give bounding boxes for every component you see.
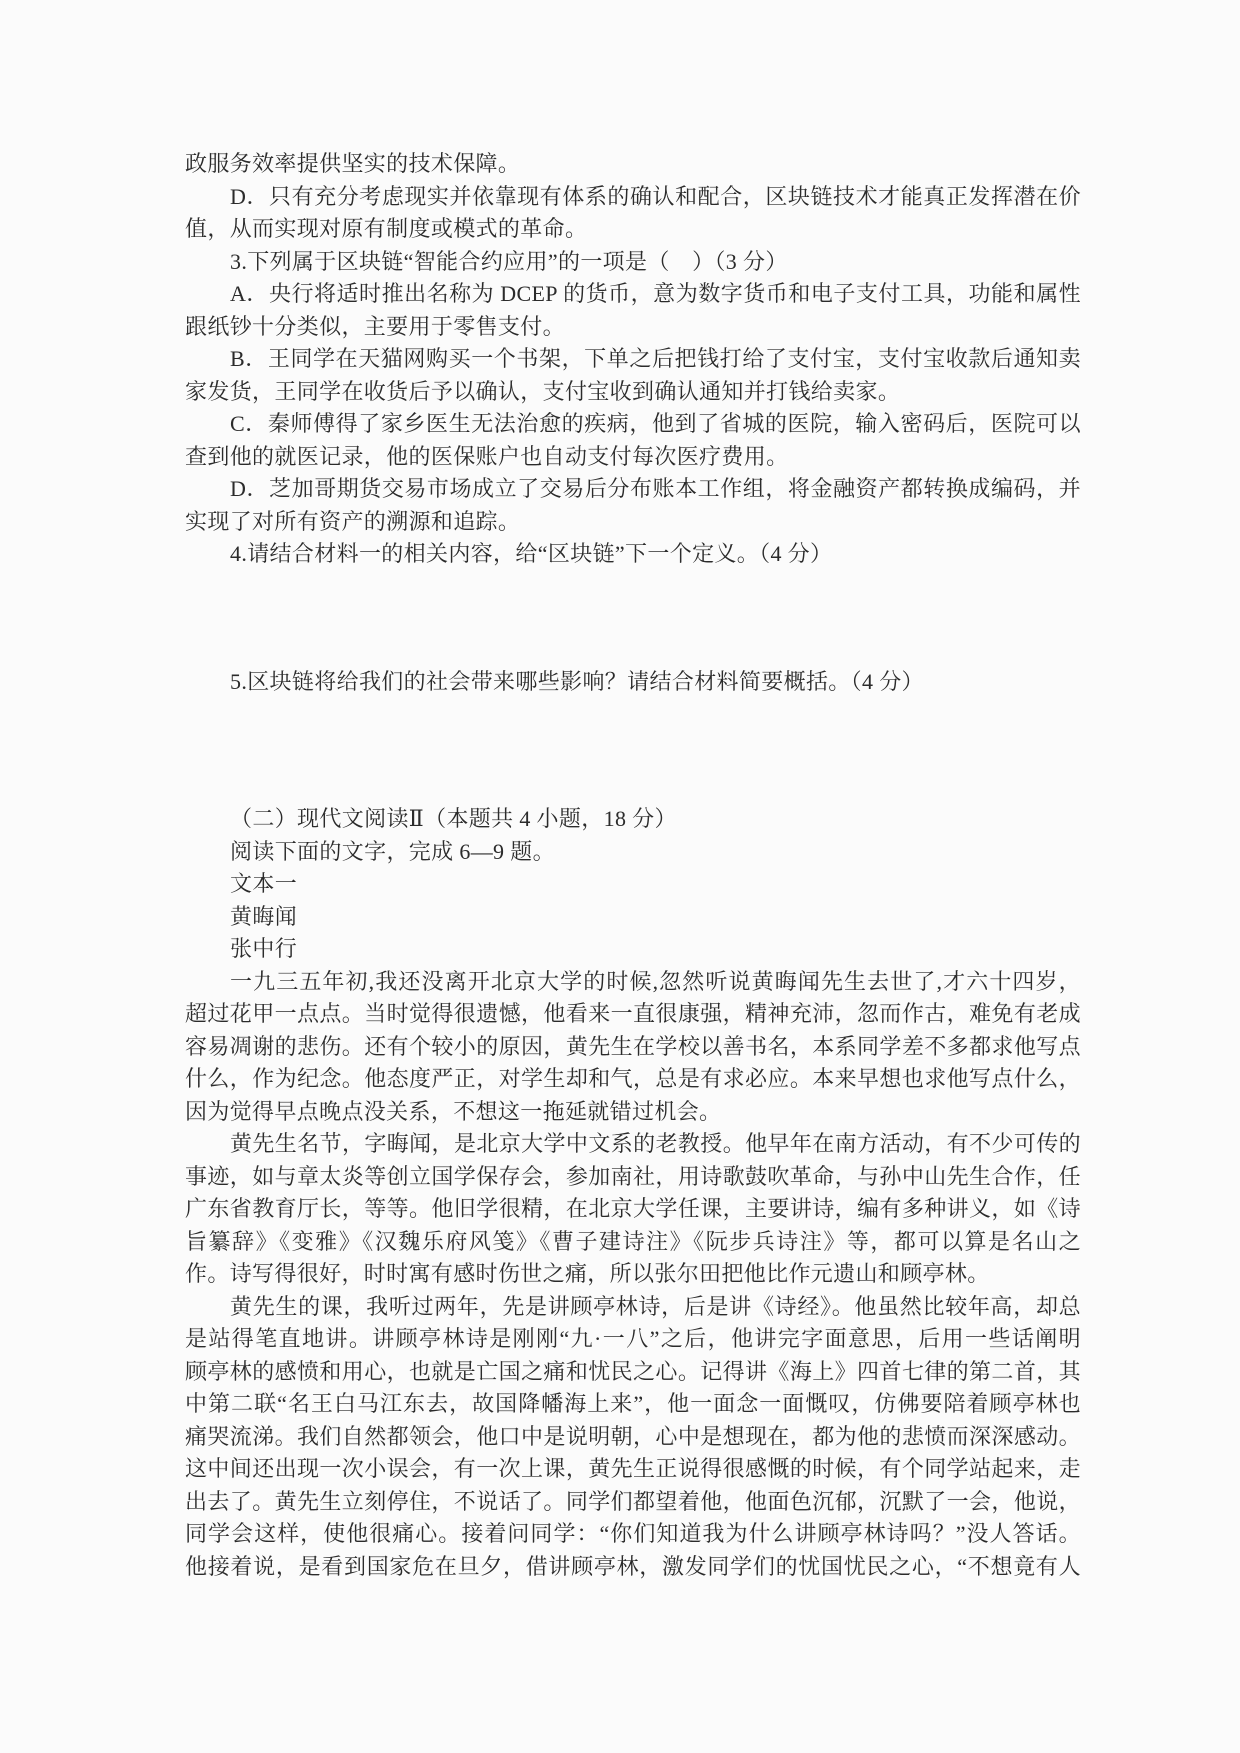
question-3-stem: 3.下列属于区块链“智能合约应用”的一项是（ ）（3 分） <box>230 248 788 274</box>
q3-option-B-line-1: B．王同学在天猫网购买一个书架，下单之后把钱打给了支付宝，支付宝收款后通知卖 <box>230 346 1081 371</box>
question-5: 5.区块链将给我们的社会带来哪些影响？请结合材料简要概括。（4 分） <box>230 668 924 694</box>
essay-para3-line-8: 同学会这样，使他很痛心。接着问同学：“你们知道我为什么讲顾亭林诗吗？”没人答话。 <box>185 1521 1081 1546</box>
essay-para3-line-6: 这中间还出现一次小误会，有一次上课，黄先生正说得很感慨的时候，有个同学站起来，走 <box>185 1456 1081 1481</box>
essay-para1-line-5: 因为觉得早点晚点没关系，不想这一拖延就错过机会。 <box>185 1098 722 1124</box>
reading-instruction: 阅读下面的文字，完成 6—9 题。 <box>230 838 555 864</box>
essay-para1-line-4: 什么，作为纪念。他态度严正，对学生却和气，总是有求必应。本来早想也求他写点什么， <box>185 1066 1081 1091</box>
q3-option-A-line-2: 跟纸钞十分类似，主要用于零售支付。 <box>185 313 565 339</box>
q3-option-D-line-2: 实现了对所有资产的溯源和追踪。 <box>185 508 521 534</box>
essay-para1-line-1: 一九三五年初,我还没离开北京大学的时候,忽然听说黄晦闻先生去世了,才六十四岁， <box>230 968 1081 994</box>
q3-option-B-line-2: 家发货，王同学在收货后予以确认，支付宝收到确认通知并打钱给卖家。 <box>185 378 901 404</box>
q3-option-A-line-1: A．央行将适时推出名称为 DCEP 的货币，意为数字货币和电子支付工具，功能和属性 <box>230 281 1081 306</box>
q3-option-D-line-1: D．芝加哥期货交易市场成立了交易后分布账本工作组，将金融资产都转换成编码，并 <box>230 476 1081 501</box>
question-4: 4.请结合材料一的相关内容，给“区块链”下一个定义。（4 分） <box>230 541 833 566</box>
essay-para3-line-5: 痛哭流涕。我们自然都领会，他口中是说明朝，心中是想现在，都为他的悲愤而深深感动。 <box>185 1423 1081 1449</box>
essay-para2-line-4: 旨纂辞》《变雅》《汉魏乐府风笺》《曹子建诗注》《阮步兵诗注》等，都可以算是名山之 <box>185 1228 1081 1254</box>
essay-para2-line-1: 黄先生名节，字晦闻，是北京大学中文系的老教授。他早年在南方活动，有不少可传的 <box>230 1131 1081 1156</box>
document-body <box>185 148 1081 1583</box>
essay-para2-line-5: 作。诗写得很好，时时寓有感时伤世之痛，所以张尔田把他比作元遗山和顾亭林。 <box>185 1261 990 1286</box>
essay-author: 张中行 <box>230 936 298 961</box>
essay-para2-line-3: 广东省教育厅长，等等。他旧学很精，在北京大学任课，主要讲诗，编有多种讲义，如《诗 <box>185 1196 1081 1221</box>
q3-option-C-line-2: 查到他的就医记录，他的医保账户也自动支付每次医疗费用。 <box>185 443 789 469</box>
section-2-heading: （二）现代文阅读Ⅱ（本题共 4 小题，18 分） <box>230 806 677 831</box>
essay-para3-line-2: 是站得笔直地讲。讲顾亭林诗是刚刚“九·一八”之后，他讲完字面意思，后用一些话阐明 <box>185 1326 1081 1351</box>
q3-option-C-line-1: C．秦师傅得了家乡医生无法治愈的疾病，他到了省城的医院，输入密码后，医院可以 <box>230 411 1081 436</box>
essay-para1-line-2: 超过花甲一点点。当时觉得很遗憾，他看来一直很康强，精神充沛，忽而作古，难免有老成 <box>185 1001 1081 1026</box>
text-one-label: 文本一 <box>230 871 298 896</box>
essay-para3-line-9: 他接着说，是看到国家危在旦夕，借讲顾亭林，激发同学们的忧国忧民之心，“不想竟有人 <box>185 1553 1081 1579</box>
prev-question-tail-line: 政服务效率提供坚实的技术保障。 <box>185 151 521 176</box>
essay-title: 黄晦闻 <box>230 903 298 929</box>
prev-option-D-line-2: 值，从而实现对原有制度或模式的革命。 <box>185 216 588 241</box>
essay-para3-line-1: 黄先生的课，我听过两年，先是讲顾亭林诗，后是讲《诗经》。他虽然比较年高，却总 <box>230 1293 1081 1319</box>
prev-option-D-line-1: D．只有充分考虑现实并依靠现有体系的确认和配合，区块链技术才能真正发挥潜在价 <box>230 183 1081 209</box>
essay-para2-line-2: 事迹，如与章太炎等创立国学保存会，参加南社，用诗歌鼓吹革命，与孙中山先生合作，任 <box>185 1163 1081 1189</box>
essay-para3-line-3: 顾亭林的感愤和用心，也就是亡国之痛和忧民之心。记得讲《海上》四首七律的第二首，其 <box>185 1358 1081 1384</box>
essay-para1-line-3: 容易凋谢的悲伤。还有个较小的原因，黄先生在学校以善书名，本系同学差不多都求他写点 <box>185 1033 1081 1059</box>
essay-para3-line-4: 中第二联“名王白马江东去，故国降幡海上来”，他一面念一面慨叹，仿佛要陪着顾亭林也 <box>185 1391 1081 1416</box>
essay-para3-line-7: 出去了。黄先生立刻停住，不说话了。同学们都望着他，他面色沉郁，沉默了一会，他说， <box>185 1488 1081 1514</box>
